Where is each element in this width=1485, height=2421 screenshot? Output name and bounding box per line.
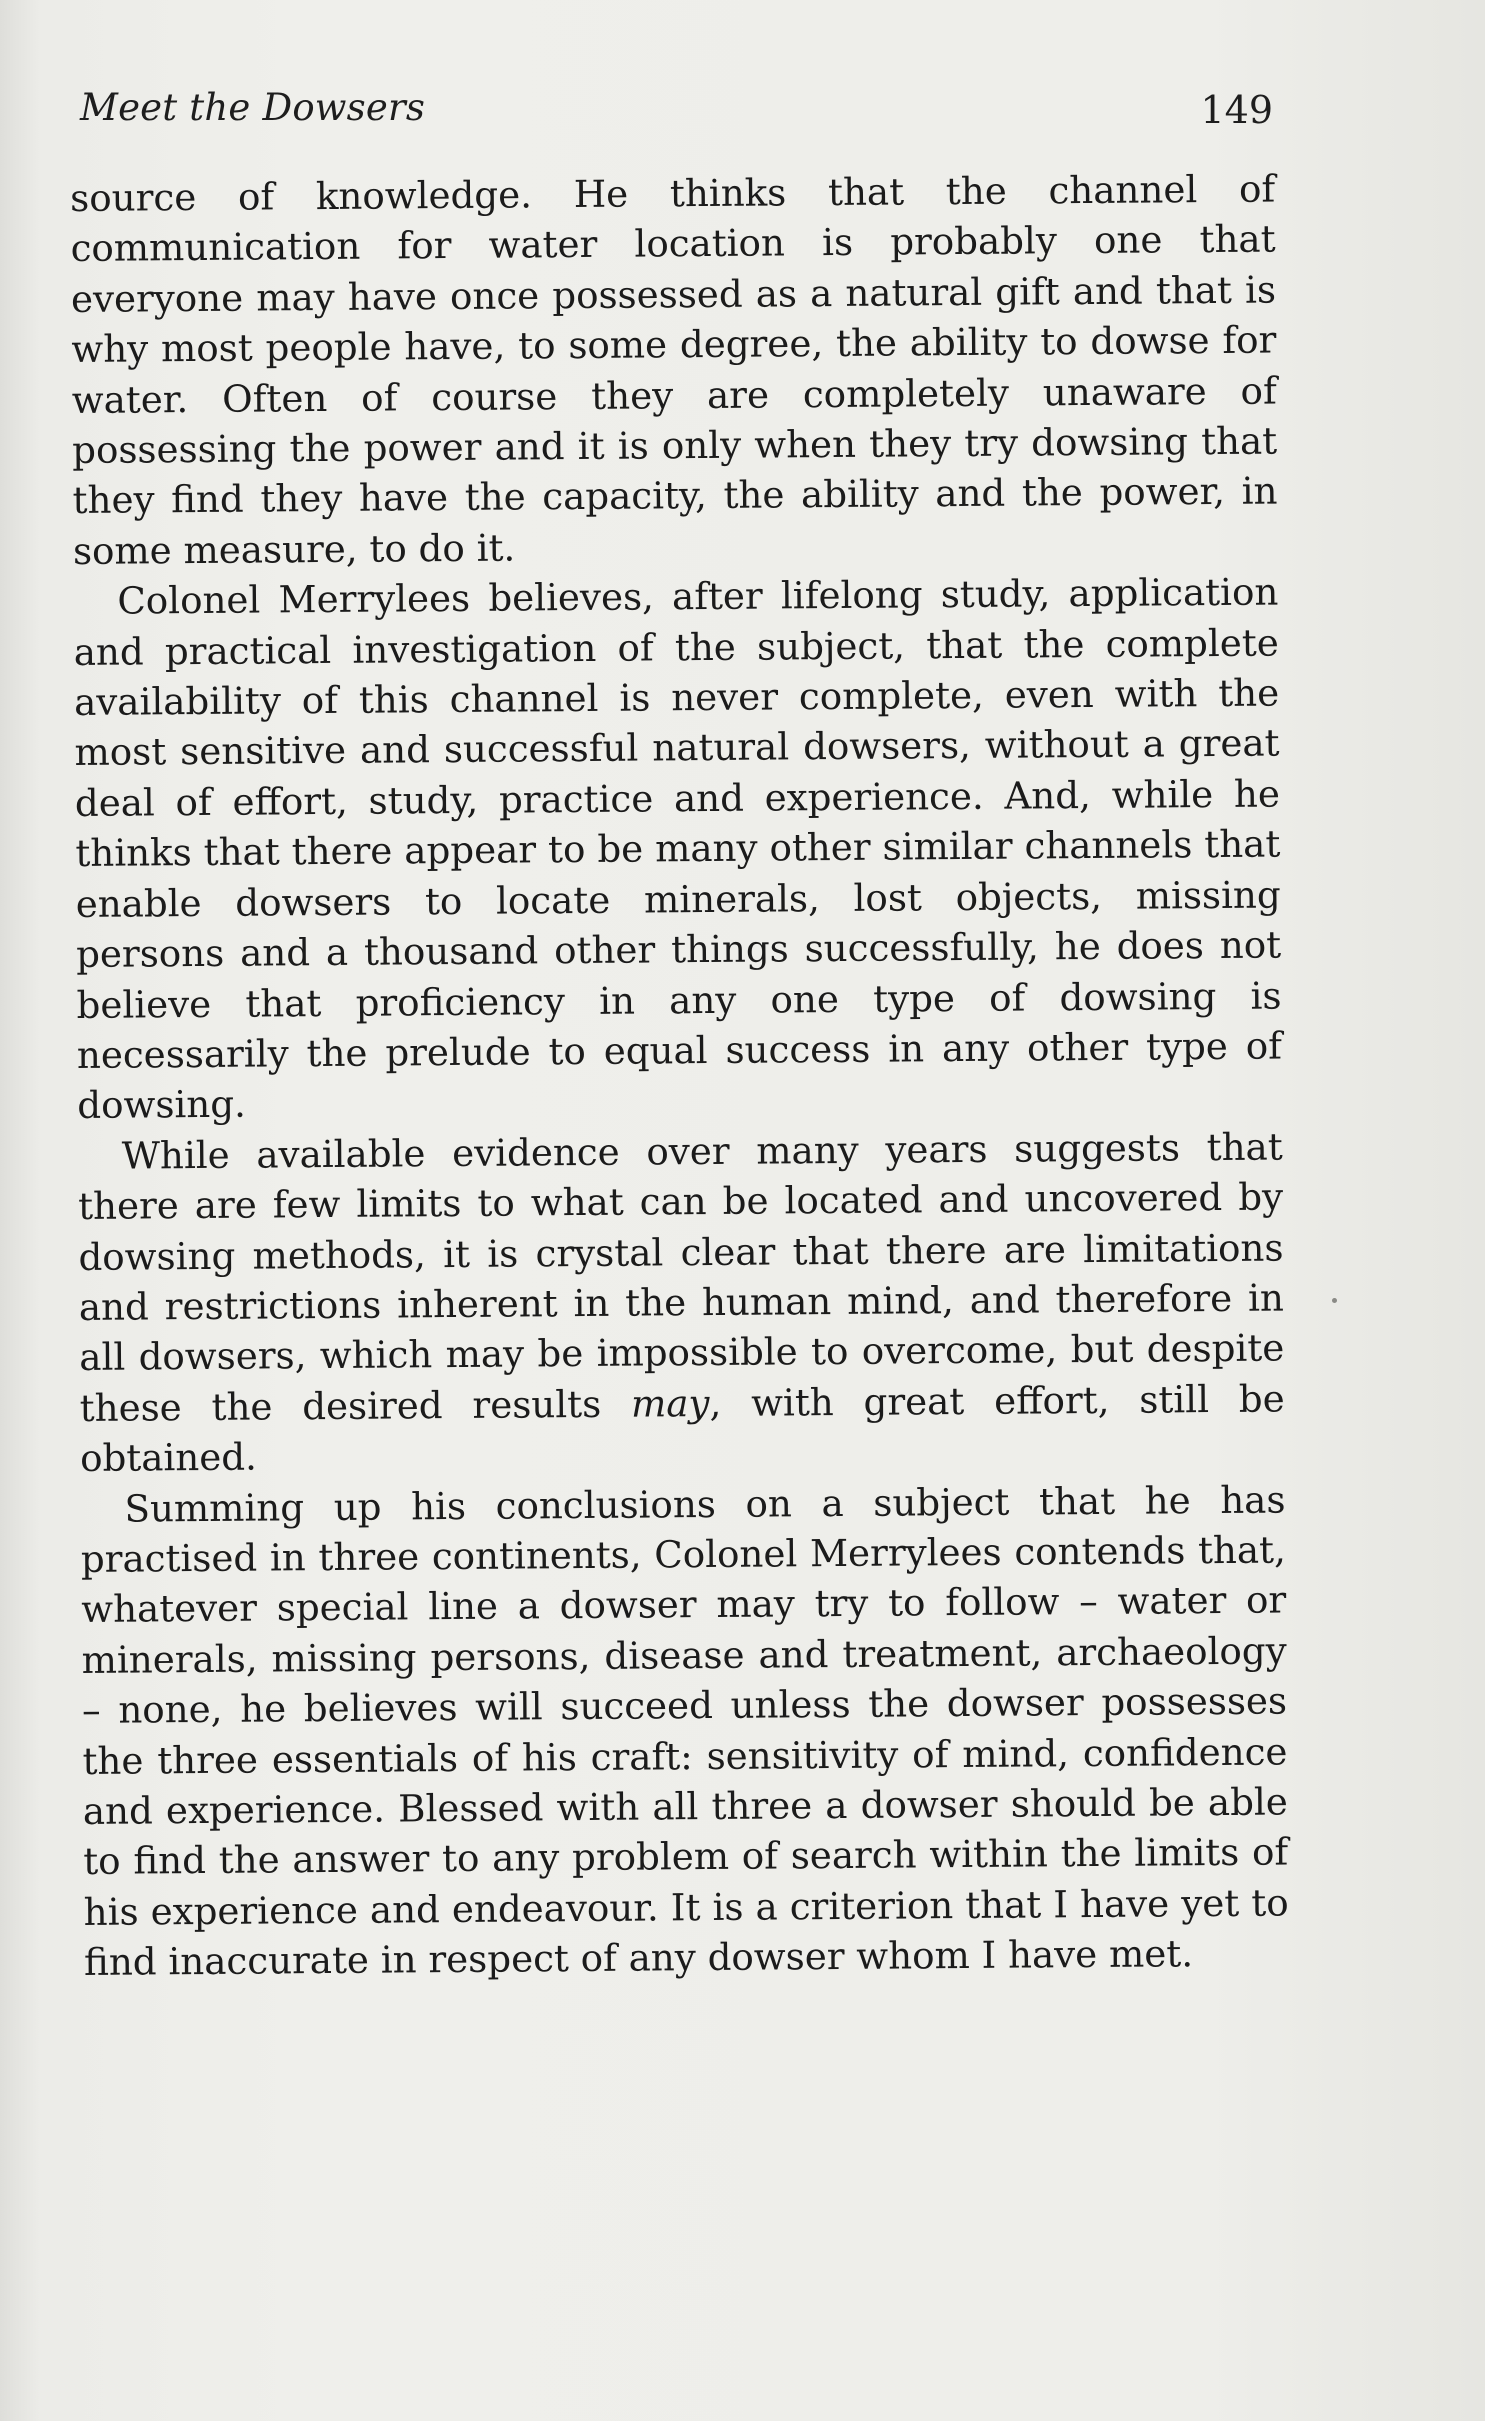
paragraph-2: Colonel Merrylees believes, after lifelong study, application and practical investigation of the subject, that the complete availability of this channel is never complete, even with the most sensitive and successful natural dowsers, without a great deal of effort, study, practice and experience. And, while he thinks that there appear to be many other similar channels that enable dowsers to locate minerals, lost objects, missing persons and a thousand other things successfully, he does not believe that proficiency in any one type of dowsing is necessarily the prelude to equal success in any other type of dowsing.	[73, 569, 1283, 1128]
body-text	[70, 164, 1289, 1988]
page-number: 149	[1200, 88, 1273, 132]
emphasis-may: may	[630, 1380, 710, 1426]
margin-speck	[1332, 1298, 1337, 1303]
paragraph-3	[78, 1121, 1286, 1483]
page-header	[80, 86, 1273, 146]
paragraph-3-text-end: , with great effort, still be obtained.	[79, 1376, 1285, 1481]
paragraph-4: Summing up his conclusions on a subject that he has practised in three continents, Colonel Merrylees contends that, whatever special line a dowser may try to follow – water or minerals, missing persons, disease and treatment, archaeology – none, he believes will succeed unless the dowser possesses the three essentials of his craft: sensitivity of mind, confidence and experience. Blessed with all three a dowser should be able to find the answer to any problem of search within the limits of his experience and endeavour. It is a criterion that I have yet to find inaccurate in respect of any dowser whom I have met.	[80, 1477, 1289, 1985]
paragraph-1: source of knowledge. He thinks that the channel of communication for water location is probably one that everyone may have once possessed as a natural gift and that is why most people have, to some degree, the ability to dowse for water. Often of course they are completely unaware of possessing the power and it is only when they try dowsing that they find they have the capacity, the ability and the power, in some measure, to do it.	[70, 166, 1278, 573]
running-head: Meet the Dowsers	[80, 86, 426, 129]
paragraph-3-text-start: While available evidence over many years suggests that there are few limits to what can be located and uncovered by dowsing methods, it is crystal clear that there are limitations and restrictions inherent in the human mind, and therefore in all dowsers, which may be impossible to overcome, but despite these the desired results	[77, 1124, 1285, 1430]
